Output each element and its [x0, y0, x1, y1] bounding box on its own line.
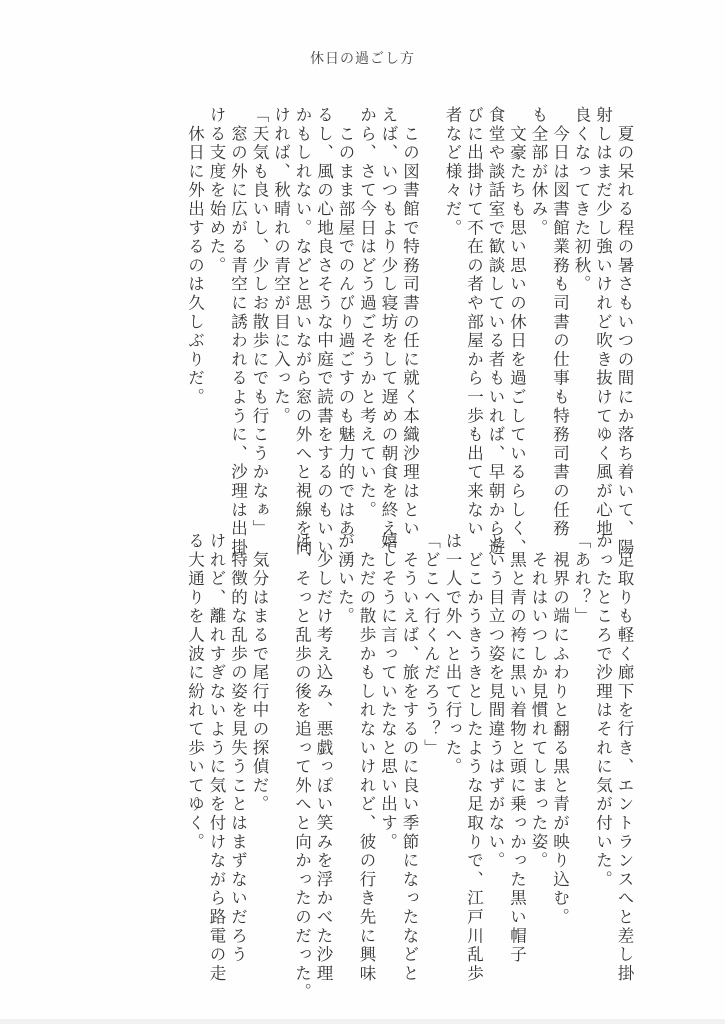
text-column: 窓の外に広がる青空に誘われるように、沙理は出掛 — [228, 106, 248, 558]
text-column: ける支度を始めた。 — [207, 106, 226, 276]
text-column: びに出掛けて不在の者や部屋から一歩も出て来ない — [464, 106, 484, 539]
text-column: 良くなってきた初秋。 — [572, 106, 591, 294]
text-column: えば、いつもより少し寝坊をして遅めの朝食を終えて — [379, 106, 398, 558]
bottom-edge-bar — [0, 1019, 725, 1024]
paragraph-gap — [421, 106, 442, 506]
text-column: 休日に外出するのは久しぶりだ。 — [185, 106, 205, 407]
text-column: どこかうきうきとしたような足取りで、江戸川乱歩 — [464, 532, 484, 984]
text-column: かもしれない。などと思いながら窓の外へと視線を向 — [293, 106, 312, 558]
text-column: 嬉しそうに言っていたなと思い出す。 — [378, 532, 398, 852]
text-column: 黒と青の袴に黒い着物と頭に乗っかった黒い帽子 — [507, 532, 527, 965]
text-column: この図書館で特務司書の任に就く本織沙理はとい — [400, 106, 420, 539]
text-column: 足取りも軽く廊下を行き、エントランスへと差し掛 — [615, 532, 634, 984]
text-column: 「天気も良いし、少しお散歩にでも行こうかなぁ」 — [250, 106, 269, 539]
text-column: という目立つ姿を見間違うはずがない。 — [486, 532, 505, 871]
text-column: 視界の端にふわりと翻る黒と青が映り込む。 — [550, 532, 570, 927]
text-column: が湧いた。 — [335, 532, 355, 626]
text-column: 気分はまるで尾行中の探偵だ。 — [250, 532, 269, 814]
text-column: は一人で外へと出て行った。 — [443, 532, 462, 777]
page-title: 休日の過ごし方 — [310, 51, 415, 67]
text-block-bottom — [115, 532, 635, 1002]
text-column: るし、風の心地良さそうな中庭で読書をするのもいい — [314, 106, 334, 558]
text-column: 文豪たちも思い思いの休日を過ごしているらしく、 — [507, 106, 527, 558]
text-block-top — [115, 106, 635, 558]
text-column: 食堂や談話室で歓談している者もいれば、早朝から遊 — [486, 106, 505, 558]
text-column: 「どこへ行くんだろう？」 — [421, 532, 441, 758]
text-column: 射しはまだ少し強いけれど吹き抜けてゆく風が心地 — [593, 106, 613, 539]
text-column: このまま部屋でのんびり過ごすのも魅力的ではあ — [336, 106, 355, 539]
text-column: それはいつしか見慣れてしまった姿。 — [529, 532, 548, 871]
text-column: かったところで沙理はそれに気が付いた。 — [593, 532, 613, 890]
text-column: 少しだけ考え込み、悪戯っぽい笑みを浮かべた沙理 — [314, 532, 333, 984]
text-column: る大通りを人波に紛れて歩いてゆく。 — [185, 532, 205, 852]
text-column: 「あれ？」 — [572, 532, 591, 626]
text-column: ければ、秋晴れの青空が目に入った。 — [271, 106, 291, 426]
text-column: から、さて今日はどう過ごそうかと考えていた。 — [357, 106, 377, 520]
text-column: 特徴的な乱歩の姿を見失うことはまずないだろう — [228, 532, 248, 965]
text-column: ただの散歩かもしれないけれど、彼の行き先に興味 — [357, 532, 376, 984]
text-column: 今日は図書館業務も司書の仕事も特務司書の任務 — [550, 106, 570, 539]
text-column: 者など様々だ。 — [443, 106, 462, 238]
text-column: けれど、離れすぎないように気を付けながら路電の走 — [207, 532, 226, 984]
text-column: は、そっと乱歩の後を追って外へと向かったのだった。 — [292, 532, 312, 1002]
paragraph-gap — [270, 532, 291, 932]
text-column: 夏の呆れる程の暑さもいつの間にか落ち着いて、陽 — [615, 106, 634, 558]
text-column: も全部が休み。 — [529, 106, 548, 238]
text-column: そういえば、旅をするのに良い季節になったなどと — [400, 532, 419, 984]
